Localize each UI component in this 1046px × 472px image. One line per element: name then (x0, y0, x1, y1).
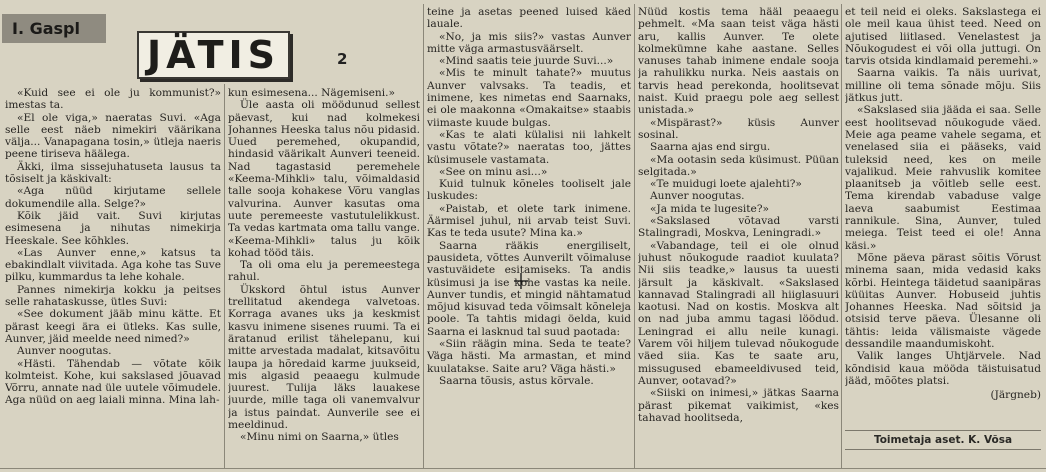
author-label: I. Gaspl (2, 14, 106, 43)
text-cursor-icon (514, 273, 528, 289)
bottom-rule (0, 468, 1046, 469)
paragraph: teine ja asetas peened luised käed lauale. (427, 6, 631, 31)
paragraph: «Ma ootasin seda küsimust. Püüan selgitada.» (638, 153, 839, 178)
paragraph: Saarna ajas end sirgu. (650, 141, 771, 154)
paragraph: Mõne päeva pärast sõitis Võrust minema saan, mida vedasid kaks kõrbi. Heintega täidetud saanipäras küüitas Aunver. Hobuseid juhtis Johannes Heeska. Nad sõitsid ja otsisid terve päeva. Ülesanne oli tähtis: leida välismaiste vägede dessandile maandumiskoht. (845, 251, 1041, 351)
paragraph: «See on minu asi...» (439, 165, 548, 178)
paragraph: «Minu nimi on Saarna,» ütles (240, 431, 399, 444)
paragraph: Kuid tulnuk kõneles tooliselt jale luskudes: (427, 178, 631, 203)
paragraph: Ta oli oma elu ja peremeestega rahul. (228, 259, 420, 284)
paragraph: «Kas te alati külalisi nii lahkelt vastu võtate?» naeratas too, jättes küsimusele vastamata. (427, 128, 631, 166)
paragraph: «Te muidugi loete ajalehti?» (650, 178, 802, 191)
paragraph: Pannes nimekirja kokku ja peitses selle rahataskusse, ütles Suvi: (5, 283, 221, 309)
paragraph: Valik langes Uhtjärvele. Nad kõndisid kaua mööda täistuisatud jääd, mõõtes platsi. (845, 350, 1041, 387)
paragraph: Saarna rääkis energiliselt, pausideta, võttes Aunverilt võimaluse vastuväidete esitamiseks. Ta andis küsimusi ja ise kohe vastas ka neile. Aunver tundis, et mingid nähtamatud mõjud kisuvad teda võimsalt kõneleja poole. Ta tahtis midagi öelda, kuid Saarna ei lasknud tal suud paotada: (427, 239, 631, 338)
paragraph: Saarna tõusis, astus kõrvale. (439, 374, 594, 387)
paragraph: «Siiski on inimesi,» jätkas Saarna pärast pikemat vaikimist, «kes tahavad hoolitseda, (638, 387, 839, 424)
paragraph: «Mind saatis teie juurde Suvi...» (439, 55, 614, 68)
column-divider (841, 4, 842, 468)
text-column-4 (638, 6, 839, 467)
paragraph: Üle aasta oli möödunud sellest päevast, kui nad kolmekesi Johannes Heeska talus nõu pidasid. Uued peremehed, okupandid, hindasid väärikalt Aunveri teeneid. Nad tagastasid peremehele «Keema-Mihkli» talu, võimaldasid talle sooja kohakese Võru vanglas valvurina. Aunver kasutas oma uute peremeeste vastutulelikkust. Ta vedas kartmata oma tallu vange. «Keema-Mihkli» talus ju kõik kohad tööd täis. (228, 99, 420, 259)
paragraph: «Sakslased võtavad varsti Stalingradi, Moskva, Leningradi.» (638, 215, 839, 240)
continued-note: (Järgneb) (990, 389, 1041, 402)
paragraph: «Hästi. Tähendab — võtate kõik kolmteist. Kohe, kui sakslased jõuavad Võrru, annate nad üle uutele võimudele. Aga nüüd on aeg laiali minna. Mina lah- (5, 357, 221, 407)
paragraph: Nüüd kostis tema hääl peaaegu pehmelt. «Ma saan teist väga hästi aru, kallis Aunver. Te olete kolmekümne kahe aastane. Selles vanuses tahab inimene endale sooja ja rahulikku nurka. Neis aastais on tarvis head perekonda, hoolitsevat naist. Kuid praegu pole aeg sellest unistada.» (638, 6, 839, 117)
paragraph: «Ja mida te lugesite?» (650, 202, 769, 215)
text-column-1 (5, 87, 221, 467)
paragraph: Saarna vaikis. Ta näis uurivat, milline oli tema sõnade mõju. Siis jätkus jutt. (845, 67, 1041, 105)
paragraph: «Kuid see ei ole ju kommunist?» imestas ta. (5, 87, 221, 112)
paragraph: «Las Aunver enne,» katsus ta ebakindlalt viivitada. Aga kohe tas Suve pilku, kummardus ta lehe kohale. (5, 246, 221, 284)
column-divider (634, 4, 635, 468)
column-divider (423, 4, 424, 468)
article-title: JÄTIS (137, 31, 290, 79)
paragraph: «Siin räägin mina. Seda te teate? Väga hästi. Ma armastan, et mind kuulatakse. Saite aru? Väga hästi.» (427, 338, 631, 375)
paragraph: «Vabandage, teil ei ole olnud juhust nõukogude raadiot kuulata? Nii siis teadke,» lausus ta uuesti järsult ja käskivalt. «Sakslased kannavad Stalingradi all hiiglasuuri kaotusi. Nad on kostis. Moskva alt on nad juba ammu tagasi löödud. Leningrad ei allu neile kunagi. Varem või hiljem tulevad nõukogude väed siia. Kas te saate aru, missugused ebameeldivused teid, Aunver, ootavad?» (638, 239, 839, 387)
paragraph: Äkki, ilma sissejuhatuseta lausus ta tõsiselt ja käskivalt: (5, 160, 221, 186)
paragraph: Aunver noogutas. (650, 190, 745, 203)
text-column-3 (427, 6, 631, 467)
paragraph: «Mispärast?» küsis Aunver sosinal. (638, 116, 839, 141)
text-column-5 (845, 6, 1041, 416)
paragraph: et teil neid ei oleks. Sakslastega ei ole meil kaua ühist teed. Need on ajutised liitlased. Venelastest ja Nõukogudest ei või olla juttugi. On tarvis otsida kindlamaid peremehi.» (845, 6, 1041, 68)
paragraph: «Mis te minult tahate?» muutus Aunver valvsaks. Ta teadis, et inimene, kes nimetas end Saarnaks, ei ole maakonna «Omakaitse» staabis viimaste kuude bulgas. (427, 67, 631, 129)
paragraph: «See dokument jääb minu kätte. Et pärast keegi ära ei ütleks. Kas sulle, Aunver, jäid meelde need nimed?» (5, 308, 221, 345)
paragraph: Kõik jäid vait. Suvi kirjutas esimesena ja nihutas nimekirja Heeskale. See kõhkles. (5, 209, 221, 247)
paragraph: Aunver noogutas. (17, 345, 112, 358)
part-number: 2 (337, 50, 348, 68)
paragraph: «Sakslased siia jääda ei saa. Selle eest hoolitsevad nõukogude väed. Meie aga peame vahele segama, et venelased siia ei pääseks, vaid tuleksid need, kes on meile vajalikud. Meie rahvuslik komitee plaanitseb ja võitleb selle eest. Tema kirendab vabaduse valge laeva saabumist Eestimaa rannikule. Sina, Aunver, tuled meiega. Teist teed ei ole! Anna käsi.» (845, 104, 1041, 252)
paragraph: «Paistab, et olete tark inimene. Äärmisel juhul, nii arvab teist Suvi. Kas te teda usute? Mina ka.» (427, 202, 631, 240)
paragraph: kun esimesena... Nägemiseni.» (228, 87, 395, 99)
paragraph: «No, ja mis siis?» vastas Aunver mitte väga armastusväärselt. (427, 30, 631, 55)
paragraph: «Aga nüüd kirjutame sellele dokumendile alla. Selge?» (5, 185, 221, 210)
text-column-2 (228, 87, 420, 467)
column-divider (224, 84, 225, 468)
paragraph: «El ole viga,» naeratas Suvi. «Aga selle eest näeb nimekiri väärikana välja... Vanapagana tosin,» ütleja naeris peene tiriseva häälega. (5, 111, 221, 161)
paragraph: Ükskord õhtul istus Aunver trellitatud akendega valvetoas. Korraga avanes uks ja keskmist kasvu inimene sisenes ruumi. Ta ei äratanud erilist tähelepanu, kui mitte arvestada madalat, kitsavõitu laupa ja hõredaid karme juukseid, mis algasid peaaegu kulmude juurest. Tulija läks lauakese juurde, mille taga oli vanemvalvur ja istus paindat. Aunverile see ei meeldinud. (228, 283, 420, 432)
editor-credit: Toimetaja aset. K. Võsa (845, 430, 1041, 450)
